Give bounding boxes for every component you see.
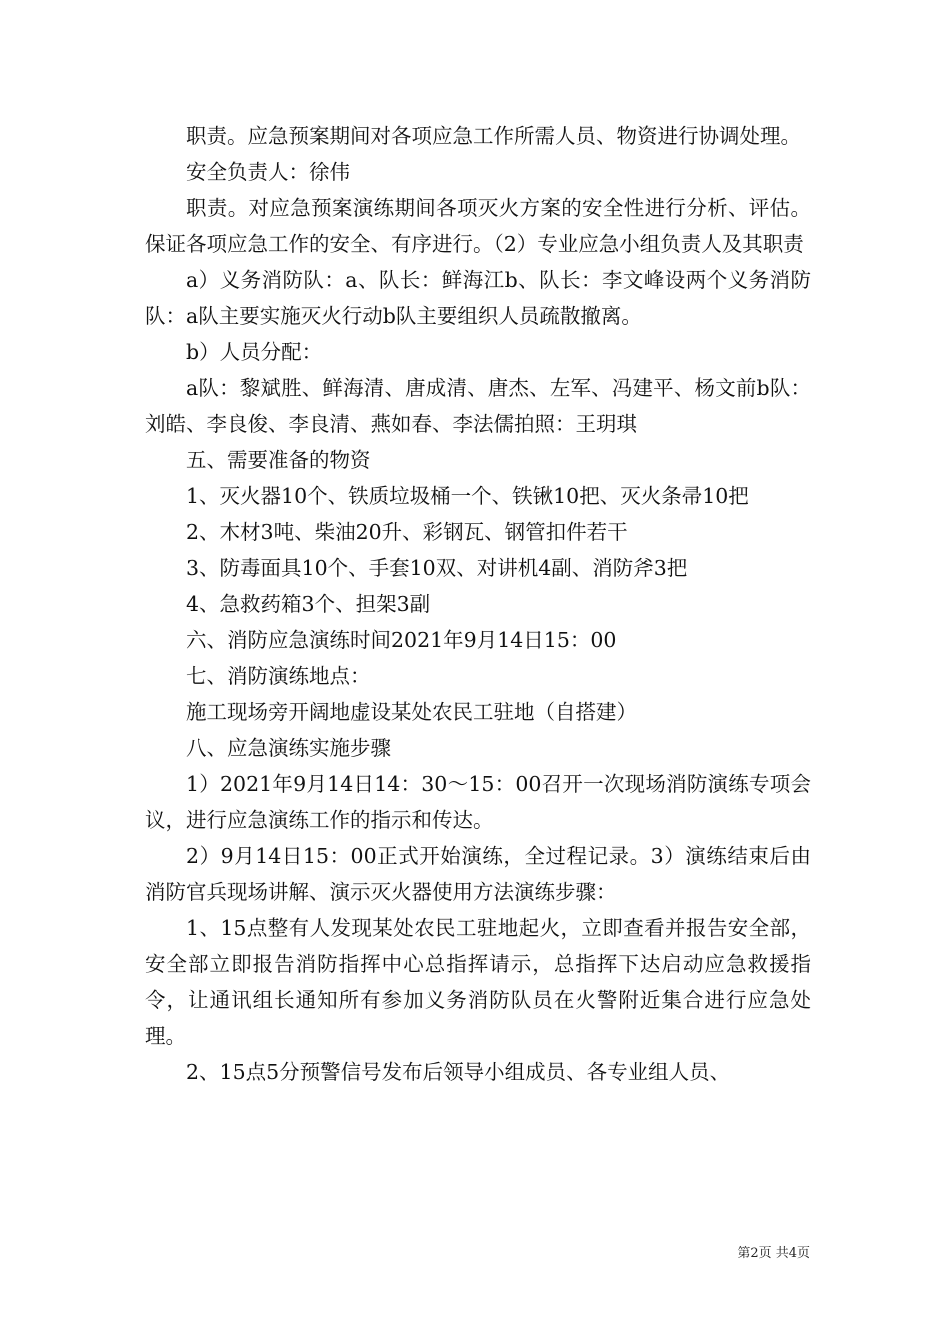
list-item-materials-4: 4、急救药箱3个、担架3副 xyxy=(186,592,431,616)
paragraph-staff-allocation-heading: b）人员分配： xyxy=(186,340,323,364)
paragraph-step-fire-found: 1、15点整有人发现某处农民工驻地起火，立即查看并报告安全部，安全部立即报告消防指挥中心总指挥请示，总指挥下达启动应急救援指令，让通讯组长通知所有参加义务消防队员在火警附近集合进行应急处理。 xyxy=(145,916,811,1048)
paragraph-drill-location: 施工现场旁开阔地虚设某处农民工驻地（自搭建） xyxy=(186,700,637,724)
paragraph-safety-officer: 安全负责人：徐伟 xyxy=(186,160,350,184)
paragraph-step-start: 2）9月14日15：00正式开始演练，全过程记录。3）演练结束后由消防官兵现场讲解、演示灭火器使用方法演练步骤： xyxy=(145,844,811,904)
paragraph-step-warning: 2、15点5分预警信号发布后领导小组成员、各专业组人员、 xyxy=(186,1060,731,1084)
paragraph-step-meeting: 1）2021年9月14日14：30～15：00召开一次现场消防演练专项会议，进行应急演练工作的指示和传达。 xyxy=(145,772,811,832)
list-item-materials-1: 1、灭火器10个、铁质垃圾桶一个、铁锹10把、灭火条帚10把 xyxy=(186,484,749,508)
section-heading-materials: 五、需要准备的物资 xyxy=(186,448,371,472)
paragraph-responsibility-safety: 职责。对应急预案演练期间各项灭火方案的安全性进行分析、评估。保证各项应急工作的安全、有序进行。（2）专业应急小组负责人及其职责 xyxy=(145,196,811,256)
section-heading-drill-location: 七、消防演练地点： xyxy=(186,664,371,688)
paragraph-fire-teams: a）义务消防队：a、队长：鲜海江b、队长：李文峰设两个义务消防队：a队主要实施灭火行动b队主要组织人员疏散撤离。 xyxy=(145,268,811,328)
list-item-materials-3: 3、防毒面具10个、手套10双、对讲机4副、消防斧3把 xyxy=(186,556,688,580)
section-heading-drill-steps: 八、应急演练实施步骤 xyxy=(186,736,391,760)
paragraph-team-members: a队：黎斌胜、鲜海清、唐成清、唐杰、左军、冯建平、杨文前b队：刘皓、李良俊、李良清、燕如春、李法儒拍照：王玥琪 xyxy=(145,376,811,436)
section-heading-drill-time: 六、消防应急演练时间2021年9月14日15：00 xyxy=(186,628,617,652)
list-item-materials-2: 2、木材3吨、柴油20升、彩钢瓦、钢管扣件若干 xyxy=(186,520,628,544)
page-number-footer: 第2页 共4页 xyxy=(737,1246,810,1261)
paragraph-responsibility-coordination: 职责。应急预案期间对各项应急工作所需人员、物资进行协调处理。 xyxy=(186,124,801,148)
document-body xyxy=(145,118,811,1090)
